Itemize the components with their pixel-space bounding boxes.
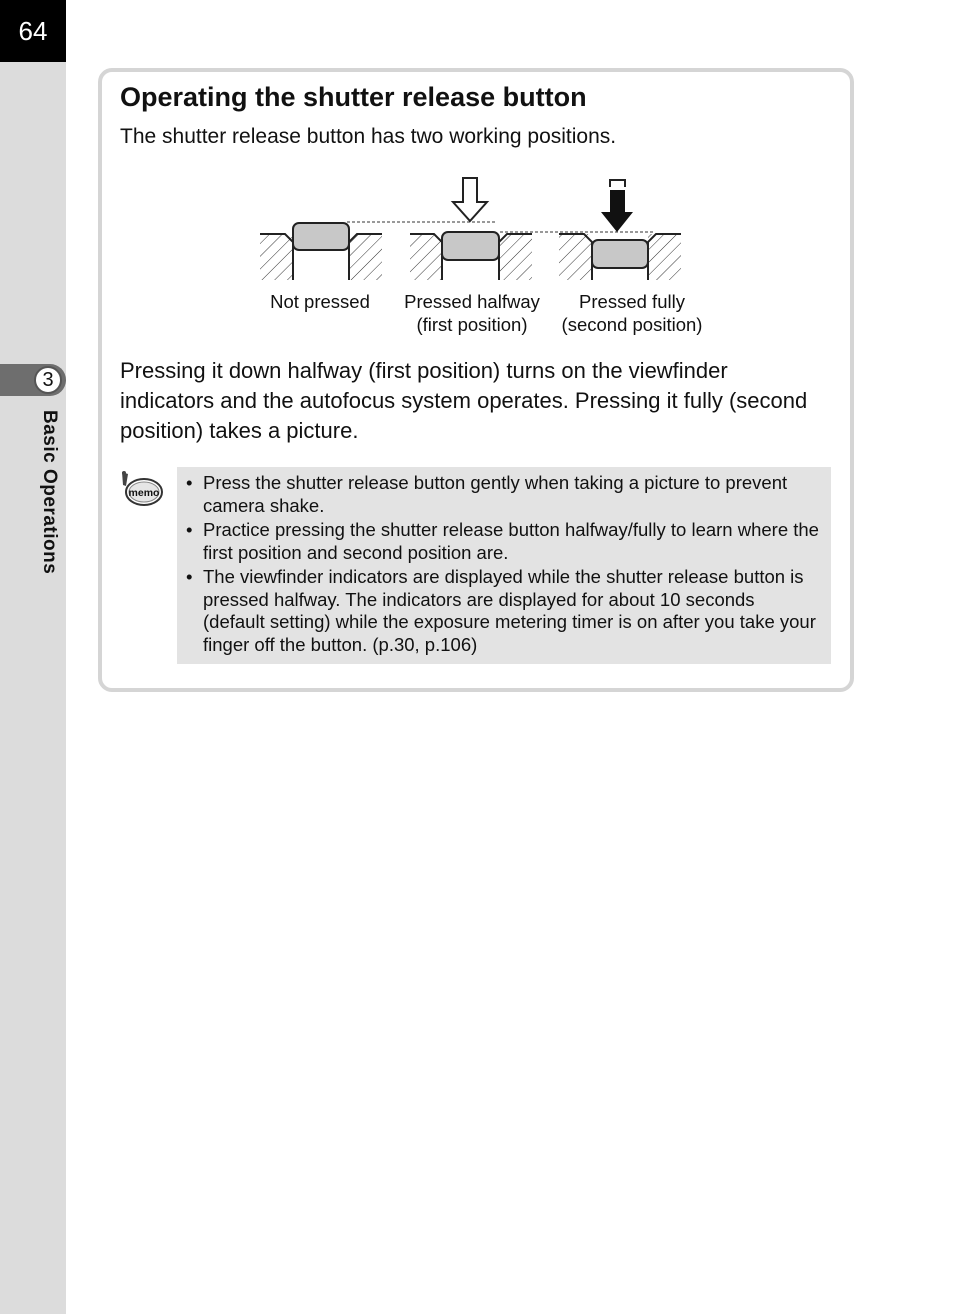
caption-line: (second position)	[561, 314, 703, 335]
section-title: Operating the shutter release button	[120, 82, 587, 112]
section-intro: The shutter release button has two working positions.	[120, 125, 617, 148]
memo-item: • The viewfinder indicators are displayed while the shutter release button is pressed halfway. The indicators are displayed for about 10 seconds (default setting) while the exposure metering timer is on after you take your finger off the button. (p.30, p.106)	[185, 566, 821, 656]
caption-line: Pressed halfway	[404, 291, 540, 312]
chapter-label: Basic Operations	[39, 410, 60, 575]
chapter-number: 3	[34, 366, 62, 394]
caption-line: (first position)	[416, 314, 528, 335]
button-not-pressed	[260, 223, 382, 280]
caption-not-pressed	[262, 290, 378, 313]
outline-arrow-icon	[453, 178, 487, 221]
button-pressed-fully	[559, 180, 681, 280]
solid-arrow-icon	[601, 190, 633, 232]
shutter-diagram	[255, 172, 695, 284]
body-text: Pressing it down halfway (first position) turns on the viewfinder indicators and the autofocus system operates. Pressing it fully (second position) takes a picture.	[120, 358, 808, 443]
caption-pressed-fully	[552, 290, 712, 336]
button-pressed-halfway	[410, 178, 532, 280]
memo-box	[177, 467, 831, 664]
memo-icon-text: memo	[128, 487, 160, 499]
memo-list	[185, 472, 821, 656]
page-number: 64	[0, 0, 66, 62]
memo-item: • Press the shutter release button gently when taking a picture to prevent camera shake.	[185, 472, 821, 517]
memo-item: • Practice pressing the shutter release button halfway/fully to learn where the first position and second position are.	[185, 519, 821, 564]
caption-line: Pressed fully	[579, 291, 685, 312]
sidebar	[0, 0, 66, 1314]
caption-pressed-halfway	[392, 290, 552, 336]
memo-icon	[120, 470, 164, 510]
bracket-icon	[610, 180, 625, 187]
caption-line: Not pressed	[270, 291, 370, 312]
